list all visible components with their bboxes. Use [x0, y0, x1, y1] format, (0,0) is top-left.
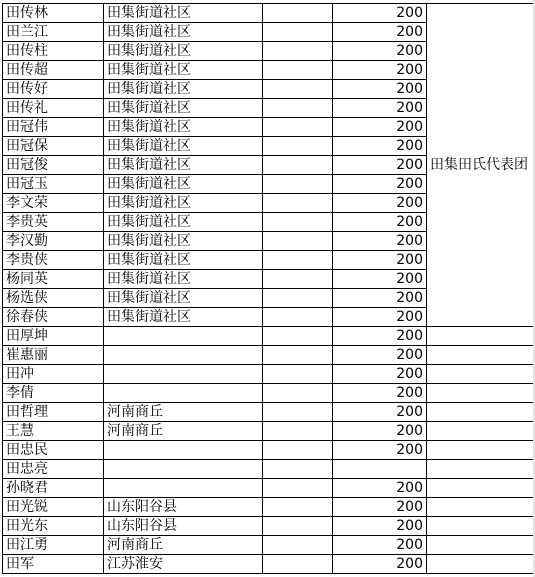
name-cell[interactable]: 田光东 — [3, 517, 104, 536]
address-cell[interactable]: 田集街道社区 — [104, 80, 263, 99]
name-cell[interactable]: 田传超 — [3, 61, 104, 80]
empty-cell[interactable] — [263, 555, 333, 574]
address-cell[interactable]: 田集街道社区 — [104, 42, 263, 61]
amount-cell[interactable]: 200 — [333, 536, 427, 555]
address-cell[interactable] — [104, 479, 263, 498]
empty-cell[interactable] — [263, 175, 333, 194]
amount-cell[interactable]: 200 — [333, 479, 427, 498]
group-empty-cell[interactable] — [427, 517, 535, 536]
empty-cell[interactable] — [263, 460, 333, 479]
empty-cell[interactable] — [263, 61, 333, 80]
table-row — [3, 498, 535, 517]
empty-cell[interactable] — [263, 327, 333, 346]
name-cell[interactable]: 田传礼 — [3, 99, 104, 118]
amount-cell[interactable]: 200 — [333, 384, 427, 403]
name-cell[interactable]: 田兰江 — [3, 23, 104, 42]
empty-cell[interactable] — [263, 498, 333, 517]
address-cell[interactable]: 山东阳谷县 — [104, 498, 263, 517]
empty-cell[interactable] — [263, 213, 333, 232]
amount-cell[interactable]: 200 — [333, 327, 427, 346]
address-cell[interactable]: 河南商丘 — [104, 403, 263, 422]
amount-cell[interactable]: 200 — [333, 80, 427, 99]
name-cell[interactable]: 李贵英 — [3, 213, 104, 232]
amount-cell[interactable]: 200 — [333, 308, 427, 327]
name-cell[interactable]: 田冠玉 — [3, 175, 104, 194]
amount-cell[interactable]: 200 — [333, 441, 427, 460]
name-cell[interactable]: 田冠伟 — [3, 118, 104, 137]
name-cell[interactable]: 田军 — [3, 555, 104, 574]
name-cell[interactable]: 田江勇 — [3, 536, 104, 555]
amount-cell[interactable]: 200 — [333, 156, 427, 175]
amount-cell[interactable] — [333, 460, 427, 479]
amount-cell[interactable]: 200 — [333, 555, 427, 574]
group-empty-cell[interactable] — [427, 403, 535, 422]
name-cell[interactable]: 田冲 — [3, 365, 104, 384]
empty-cell[interactable] — [263, 4, 333, 23]
name-cell[interactable]: 田传林 — [3, 4, 104, 23]
address-cell[interactable] — [104, 365, 263, 384]
group-empty-cell[interactable] — [427, 346, 535, 365]
amount-cell[interactable]: 200 — [333, 517, 427, 536]
amount-cell[interactable]: 200 — [333, 289, 427, 308]
amount-cell[interactable]: 200 — [333, 346, 427, 365]
empty-cell[interactable] — [263, 137, 333, 156]
amount-cell[interactable]: 200 — [333, 194, 427, 213]
empty-cell[interactable] — [263, 232, 333, 251]
address-cell[interactable]: 山东阳谷县 — [104, 517, 263, 536]
amount-cell[interactable]: 200 — [333, 365, 427, 384]
address-cell[interactable]: 河南商丘 — [104, 422, 263, 441]
group-empty-cell[interactable] — [427, 536, 535, 555]
empty-cell[interactable] — [263, 42, 333, 61]
empty-cell[interactable] — [263, 384, 333, 403]
amount-cell[interactable]: 200 — [333, 213, 427, 232]
table-row — [3, 517, 535, 536]
address-cell[interactable]: 田集街道社区 — [104, 137, 263, 156]
address-cell[interactable]: 田集街道社区 — [104, 213, 263, 232]
table-row — [3, 422, 535, 441]
amount-cell[interactable]: 200 — [333, 270, 427, 289]
empty-cell[interactable] — [263, 308, 333, 327]
empty-cell[interactable] — [263, 403, 333, 422]
table-row — [3, 441, 535, 460]
group-empty-cell[interactable] — [427, 384, 535, 403]
amount-cell[interactable]: 200 — [333, 137, 427, 156]
amount-cell[interactable]: 200 — [333, 403, 427, 422]
name-cell[interactable]: 田忠民 — [3, 441, 104, 460]
empty-cell[interactable] — [263, 422, 333, 441]
name-cell[interactable]: 李汉勤 — [3, 232, 104, 251]
table-row — [3, 536, 535, 555]
empty-cell[interactable] — [263, 479, 333, 498]
group-empty-cell[interactable] — [427, 327, 535, 346]
empty-cell[interactable] — [263, 156, 333, 175]
name-cell[interactable]: 田传柱 — [3, 42, 104, 61]
amount-cell[interactable]: 200 — [333, 232, 427, 251]
amount-cell[interactable]: 200 — [333, 4, 427, 23]
amount-cell[interactable]: 200 — [333, 99, 427, 118]
name-cell[interactable]: 田忠亮 — [3, 460, 104, 479]
empty-cell[interactable] — [263, 270, 333, 289]
empty-cell[interactable] — [263, 365, 333, 384]
name-cell[interactable]: 李文荣 — [3, 194, 104, 213]
empty-cell[interactable] — [263, 441, 333, 460]
name-cell[interactable]: 王慧 — [3, 422, 104, 441]
name-cell[interactable]: 李贵侠 — [3, 251, 104, 270]
name-cell[interactable]: 田冠保 — [3, 137, 104, 156]
address-cell[interactable]: 田集街道社区 — [104, 194, 263, 213]
name-cell[interactable]: 杨同英 — [3, 270, 104, 289]
address-cell[interactable]: 田集街道社区 — [104, 251, 263, 270]
amount-cell[interactable]: 200 — [333, 42, 427, 61]
address-cell[interactable]: 田集街道社区 — [104, 4, 263, 23]
amount-cell[interactable]: 200 — [333, 251, 427, 270]
empty-cell[interactable] — [263, 251, 333, 270]
group-empty-cell[interactable] — [427, 441, 535, 460]
table-row — [3, 460, 535, 479]
amount-cell[interactable]: 200 — [333, 498, 427, 517]
group-cell[interactable] — [427, 4, 535, 327]
amount-cell[interactable]: 200 — [333, 23, 427, 42]
name-cell[interactable]: 田光锐 — [3, 498, 104, 517]
table-row — [3, 365, 535, 384]
empty-cell[interactable] — [263, 99, 333, 118]
table-row — [3, 479, 535, 498]
name-cell[interactable]: 田传好 — [3, 80, 104, 99]
address-cell[interactable]: 田集街道社区 — [104, 99, 263, 118]
address-cell[interactable]: 田集街道社区 — [104, 61, 263, 80]
table-row — [3, 555, 535, 574]
empty-cell[interactable] — [263, 536, 333, 555]
address-cell[interactable]: 田集街道社区 — [104, 232, 263, 251]
table-body — [3, 4, 535, 574]
address-cell[interactable]: 江苏淮安 — [104, 555, 263, 574]
name-cell[interactable]: 孙晓君 — [3, 479, 104, 498]
group-empty-cell[interactable] — [427, 498, 535, 517]
group-empty-cell[interactable] — [427, 479, 535, 498]
empty-cell[interactable] — [263, 23, 333, 42]
empty-cell[interactable] — [263, 289, 333, 308]
name-cell[interactable]: 李倩 — [3, 384, 104, 403]
table-row — [3, 327, 535, 346]
address-cell[interactable]: 田集街道社区 — [104, 289, 263, 308]
group-empty-cell[interactable] — [427, 555, 535, 574]
empty-cell[interactable] — [263, 194, 333, 213]
amount-cell[interactable]: 200 — [333, 118, 427, 137]
address-cell[interactable]: 河南商丘 — [104, 536, 263, 555]
group-label: 田集田氏代表团 — [430, 157, 528, 173]
name-cell[interactable]: 徐春侠 — [3, 308, 104, 327]
table-row — [3, 4, 535, 23]
empty-cell[interactable] — [263, 118, 333, 137]
name-cell[interactable]: 田冠俊 — [3, 156, 104, 175]
empty-cell[interactable] — [263, 346, 333, 365]
table-row — [3, 403, 535, 422]
empty-cell[interactable] — [263, 517, 333, 536]
address-cell[interactable]: 田集街道社区 — [104, 175, 263, 194]
name-cell[interactable]: 田厚坤 — [3, 327, 104, 346]
address-cell[interactable]: 田集街道社区 — [104, 23, 263, 42]
donation-table — [2, 3, 535, 574]
address-cell[interactable]: 田集街道社区 — [104, 118, 263, 137]
amount-cell[interactable]: 200 — [333, 175, 427, 194]
address-cell[interactable]: 田集街道社区 — [104, 308, 263, 327]
address-cell[interactable] — [104, 346, 263, 365]
amount-cell[interactable]: 200 — [333, 422, 427, 441]
name-cell[interactable]: 杨选侠 — [3, 289, 104, 308]
address-cell[interactable] — [104, 441, 263, 460]
group-empty-cell[interactable] — [427, 365, 535, 384]
group-empty-cell[interactable] — [427, 460, 535, 479]
empty-cell[interactable] — [263, 80, 333, 99]
name-cell[interactable]: 田哲理 — [3, 403, 104, 422]
address-cell[interactable]: 田集街道社区 — [104, 270, 263, 289]
table-row — [3, 346, 535, 365]
table-row — [3, 384, 535, 403]
address-cell[interactable] — [104, 327, 263, 346]
address-cell[interactable] — [104, 460, 263, 479]
amount-cell[interactable]: 200 — [333, 61, 427, 80]
address-cell[interactable]: 田集街道社区 — [104, 156, 263, 175]
name-cell[interactable]: 崔惠丽 — [3, 346, 104, 365]
group-empty-cell[interactable] — [427, 422, 535, 441]
address-cell[interactable] — [104, 384, 263, 403]
